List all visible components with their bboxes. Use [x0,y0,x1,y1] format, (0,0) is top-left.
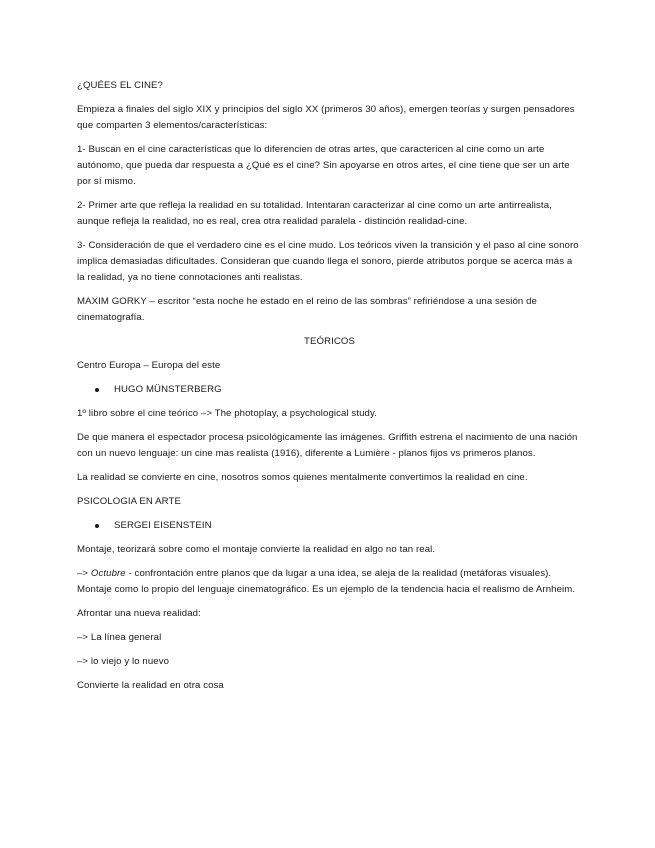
closing-line: Convierte la realidad en otra cosa [77,680,224,691]
region-line: Centro Europa – Europa del este [77,360,221,371]
document-title: ¿QUÉES EL CINE? [77,80,163,91]
film-linea-general: –> La línea general [77,632,162,643]
gorky-paragraph: MAXIM GORKY – escritor “esta noche he estado en el reino de las sombras” refiriéndose a una sesión de cinematografía. [77,296,537,323]
point-1: 1- Buscan en el cine características que lo diferencien de otras artes, que caractericen al cine como un arte autónomo, que pueda dar respuesta a ¿Qué es el cine? Sin apoyarse en otros artes, el cine tiene que ser un arte por sí mismo. [77,144,570,187]
bullet-dot-icon [95,524,99,528]
intro-paragraph: Empieza a finales del siglo XIX y principios del siglo XX (primeros 30 años), emergen teorías y surgen pensadores que comparten 3 elementos/características: [77,104,575,131]
film-viejo-nuevo: –> lo viejo y lo nuevo [77,656,170,667]
octubre-text: - confrontación entre planos que da lugar a una idea, se aleja de la realidad (metáforas visuales). Montaje como lo propio del lenguaje cinematográfico. Es un ejemplo de la tendencia hacia el realismo de Arnheim. [77,568,576,595]
point-2: 2- Primer arte que refleja la realidad en su totalidad. Intentaran caracterizar al cine como un arte antirrealista, aunque refleja la realidad, no es real, crea otra realidad paralela - distinción realidad-cine. [77,200,552,227]
munsterberg-reality: La realidad se convierte en cine, nosotros somos quienes mentalmente convertimos la realidad en cine. [77,472,528,483]
bullet-dot-icon [95,388,99,392]
bullet-label: SERGEI EISENSTEIN [114,520,212,531]
munsterberg-description: De que manera el espectador procesa psicológicamente las imágenes. Griffith estrena el nacimiento de una nación con un nuevo lenguaje: un cine mas realista (1916), diferente a Lumière - planos fijos vs primeros planos. [77,432,578,459]
octubre-paragraph [77,566,582,598]
document-page [77,78,582,702]
section-title-teoricos: TEÓRICOS [304,336,355,347]
munsterberg-book: 1º libro sobre el cine teórico –> The photoplay, a psychological study. [77,408,377,419]
point-3: 3- Consideración de que el verdadero cine es el cine mudo. Los teóricos viven la transición y el paso al cine sonoro implica demasiadas dificultades. Consideran que cuando llega el sonoro, pierde atributos porque se acerca más a la realidad, ya no tiene connotaciones anti realistas. [77,240,579,283]
film-title-octubre: Octubre [90,568,126,579]
bullet-munsterberg [77,382,582,398]
psych-title: PSICOLOGIA EN ARTE [77,496,181,507]
bullet-eisenstein [77,518,582,534]
afrontar-line: Afrontar una nueva realidad: [77,608,201,619]
bullet-label: HUGO MÜNSTERBERG [114,384,222,395]
eisenstein-montaje: Montaje, teorizará sobre como el montaje convierte la realidad en algo no tan real. [77,544,436,555]
arrow-prefix: –> [77,568,91,579]
